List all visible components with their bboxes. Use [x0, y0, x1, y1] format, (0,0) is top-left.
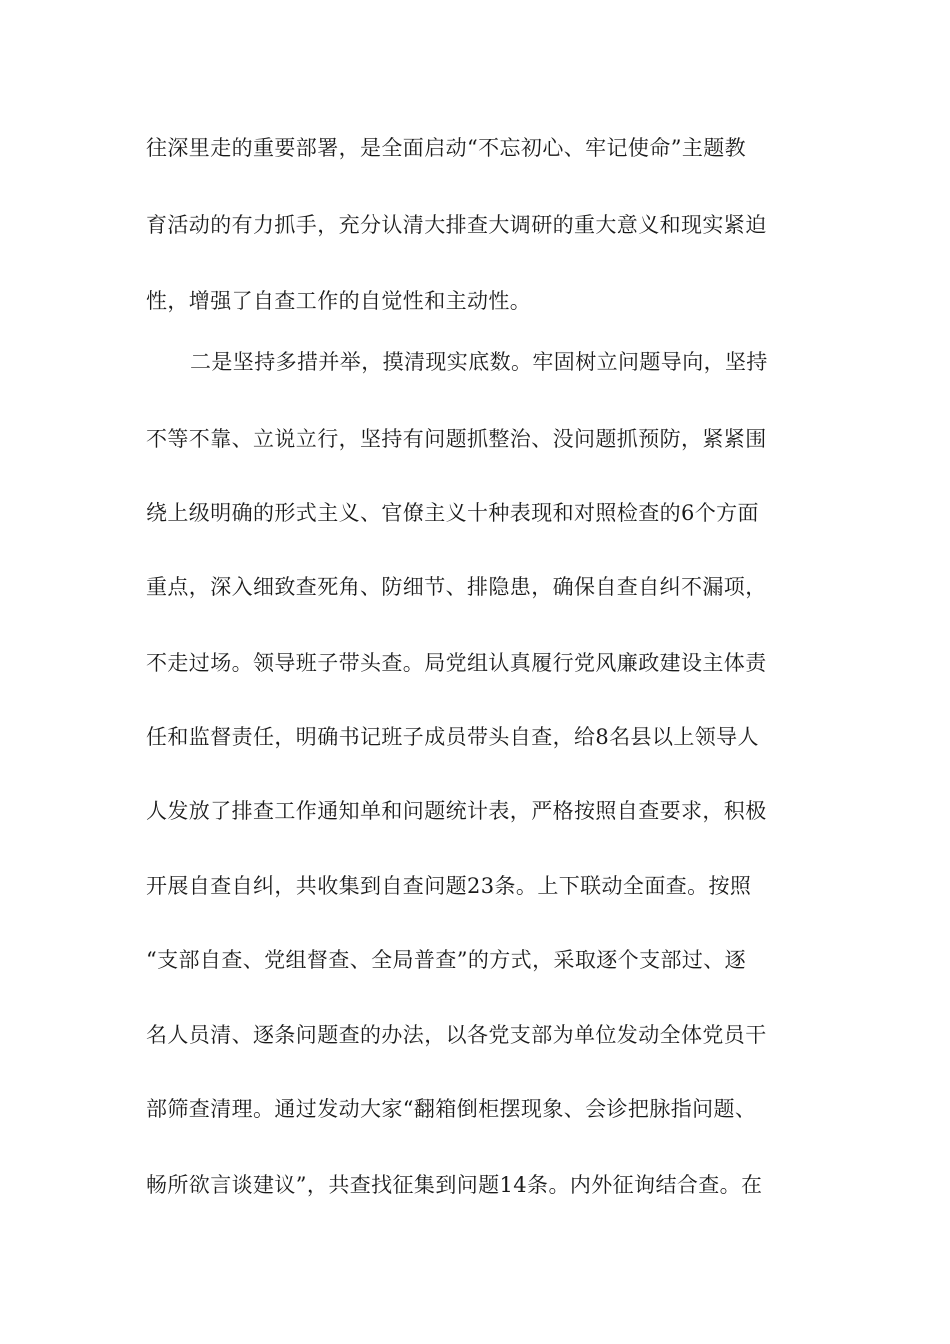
text-line: 往深里走的重要部署，是全面启动“不忘初心、牢记使命”主题教 — [146, 136, 747, 160]
text-line: 开展自查自纠，共收集到自查问题23条。上下联动全面查。按照 — [146, 874, 752, 898]
text-line: “支部自查、党组督查、全局普查”的方式，采取逐个支部过、逐 — [146, 948, 747, 972]
text-line: 不等不靠、立说立行，坚持有问题抓整治、没问题抓预防，紧紧围 — [146, 427, 767, 451]
text-line: 绕上级明确的形式主义、官僚主义十种表现和对照检查的6个方面 — [146, 501, 759, 525]
text-line: 性，增强了自查工作的自觉性和主动性。 — [146, 289, 532, 313]
text-line: 任和监督责任，明确书记班子成员带头自查，给8名县以上领导人 — [146, 725, 759, 749]
text-line: 名人员清、逐条问题查的办法，以各党支部为单位发动全体党员干 — [146, 1023, 767, 1047]
paragraph-start-line: 二是坚持多措并举，摸清现实底数。牢固树立问题导向，坚持 — [190, 350, 768, 374]
text-line: 畅所欲言谈建议”，共查找征集到问题14条。内外征询结合查。在 — [146, 1173, 763, 1197]
text-line: 部筛查清理。通过发动大家“翻箱倒柜摆现象、会诊把脉指问题、 — [146, 1097, 757, 1121]
text-line: 人发放了排查工作通知单和问题统计表，严格按照自查要求，积极 — [146, 799, 767, 823]
text-line: 重点，深入细致查死角、防细节、排隐患，确保自查自纠不漏项， — [146, 575, 767, 599]
text-line: 育活动的有力抓手，充分认清大排查大调研的重大意义和现实紧迫 — [146, 213, 767, 237]
text-line: 不走过场。领导班子带头查。局党组认真履行党风廉政建设主体责 — [146, 651, 767, 675]
